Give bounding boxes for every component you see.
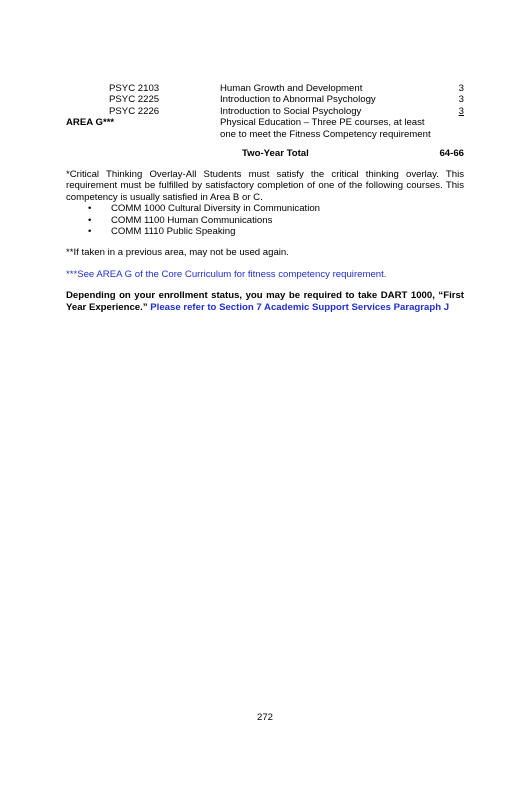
bullet-icon: • — [88, 214, 92, 226]
course-code: PSYC 2103 — [109, 83, 160, 94]
course-table — [66, 83, 464, 140]
area-g-label: AREA G*** — [66, 117, 115, 129]
course-row — [66, 106, 464, 117]
course-title: Human Growth and Development — [220, 83, 363, 94]
list-item — [66, 203, 464, 214]
list-item-text: COMM 1100 Human Communications — [111, 214, 273, 226]
previous-area-note: **If taken in a previous area, may not be used again. — [66, 247, 289, 259]
total-label: Two-Year Total — [242, 147, 309, 159]
course-row — [66, 94, 464, 105]
list-item — [66, 226, 464, 237]
two-year-total-row — [66, 148, 464, 160]
area-g-line-2: one to meet the Fitness Competency requirement — [220, 128, 431, 140]
list-item-text: COMM 1000 Cultural Diversity in Communication — [111, 203, 320, 215]
enrollment-text: Depending on your enrollment status, you may be required to take DART 1000, “First Year Experience.” — [66, 290, 464, 313]
course-code: PSYC 2226 — [109, 105, 160, 117]
course-row — [66, 83, 464, 94]
bullet-icon: • — [88, 203, 92, 215]
area-g-description — [220, 117, 431, 140]
section-7-link[interactable]: Please refer to Section 7 Academic Support Services Paragraph J — [150, 301, 450, 313]
course-code: PSYC 2225 — [109, 94, 160, 106]
critical-thinking-text: *Critical Thinking Overlay-All Students must satisfy the critical thinking overlay. This requirement must be fulfilled by satisfactory completion of one of the following courses. This competency is usually satisfied in Area B or C. — [66, 168, 464, 203]
total-value: 64-66 — [439, 147, 464, 159]
course-credits: 3 — [458, 105, 464, 117]
course-title: Introduction to Abnormal Psychology — [220, 94, 376, 106]
course-credits: 3 — [458, 83, 464, 94]
critical-thinking-note — [66, 169, 464, 237]
course-title: Introduction to Social Psychology — [220, 105, 362, 117]
page-number: 272 — [256, 712, 273, 723]
area-g-line-1: Physical Education – Three PE courses, at least — [220, 117, 425, 129]
document-body — [66, 83, 464, 313]
list-item-text: COMM 1110 Public Speaking — [111, 225, 236, 237]
course-credits: 3 — [458, 94, 464, 106]
bullet-icon: • — [88, 225, 92, 237]
area-g-row — [66, 117, 464, 140]
area-g-footnote: ***See AREA G of the Core Curriculum for fitness competency requirement. — [66, 268, 387, 280]
list-item — [66, 215, 464, 226]
critical-thinking-course-list — [66, 203, 464, 237]
enrollment-note — [66, 290, 464, 313]
